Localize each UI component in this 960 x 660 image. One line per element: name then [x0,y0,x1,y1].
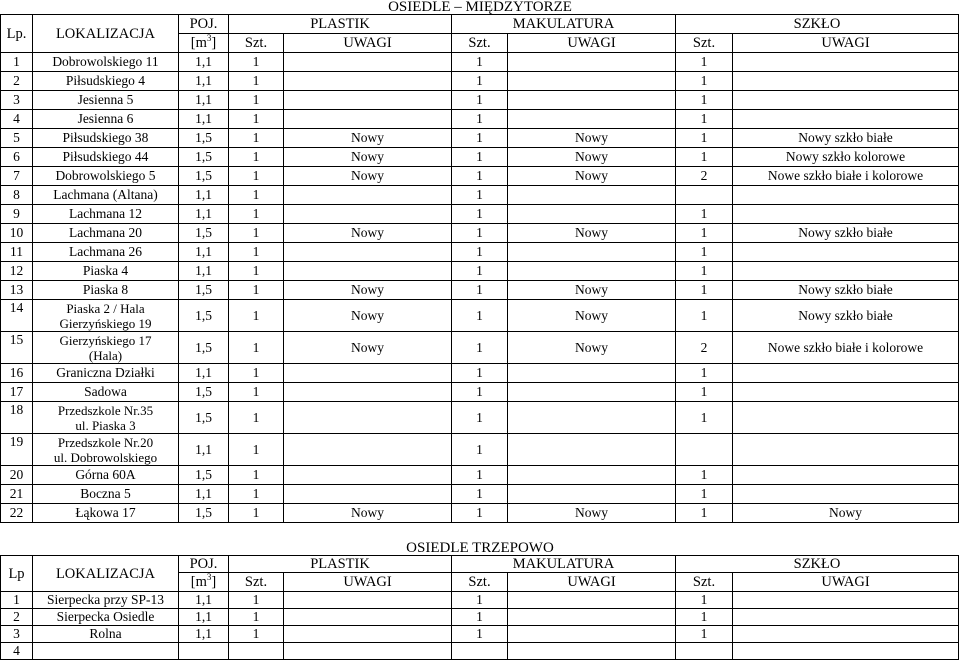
cell-poj: 1,1 [179,186,229,205]
cell-makulatura-uwagi: Nowy [508,167,676,186]
cell-poj: 1,1 [179,262,229,281]
cell-plastik-uwagi [284,262,452,281]
cell-makulatura-szt [452,643,508,660]
table-row [1,91,959,110]
cell-lp: 4 [1,643,33,660]
cell-lp: 12 [1,262,33,281]
header-lokalizacja: LOKALIZACJA [33,15,179,53]
header-plastik-uwagi: UWAGI [284,34,452,53]
cell-lp: 1 [1,53,33,72]
cell-lp: 8 [1,186,33,205]
cell-plastik-uwagi [284,402,452,434]
cell-lokalizacja [33,434,179,466]
cell-lp: 21 [1,485,33,504]
cell-szklo-uwagi: Nowy szkło białe [733,300,959,332]
cell-szklo-szt: 1 [676,148,733,167]
header2-szklo: SZKŁO [676,556,959,573]
cell-szklo-szt: 1 [676,609,733,626]
cell-lp: 11 [1,243,33,262]
cell-makulatura-uwagi [508,609,676,626]
cell-makulatura-szt: 1 [452,383,508,402]
cell-makulatura-uwagi [508,110,676,129]
cell-poj: 1,5 [179,383,229,402]
cell-plastik-uwagi: Nowy [284,148,452,167]
cell-lokalizacja: Lachmana 20 [33,224,179,243]
cell-szklo-uwagi [733,186,959,205]
table-row [1,205,959,224]
cell-plastik-uwagi [284,485,452,504]
cell-plastik-szt: 1 [229,383,284,402]
cell-szklo-szt: 1 [676,243,733,262]
cell-poj: 1,5 [179,281,229,300]
cell-szklo-uwagi: Nowe szkło białe i kolorowe [733,167,959,186]
cell-makulatura-szt: 1 [452,281,508,300]
header-makulatura-szt: Szt. [452,34,508,53]
cell-lokalizacja: Jesienna 6 [33,110,179,129]
cell-szklo-uwagi [733,643,959,660]
cell-lp: 15 [1,332,33,364]
table-row [1,224,959,243]
cell-poj: 1,5 [179,148,229,167]
cell-poj: 1,1 [179,626,229,643]
cell-szklo-szt: 1 [676,592,733,609]
cell-plastik-szt: 1 [229,224,284,243]
cell-szklo-szt: 1 [676,205,733,224]
cell-makulatura-uwagi [508,485,676,504]
cell-lokalizacja: Sadowa [33,383,179,402]
cell-szklo-szt: 1 [676,626,733,643]
cell-plastik-uwagi [284,243,452,262]
cell-lp: 14 [1,300,33,332]
table-row [1,148,959,167]
cell-makulatura-uwagi [508,643,676,660]
cell-szklo-szt [676,434,733,466]
cell-lokalizacja [33,643,179,660]
header-poj-unit: $[m^3]$ [179,34,229,53]
cell-lp: 4 [1,110,33,129]
cell-plastik-szt: 1 [229,243,284,262]
cell-makulatura-szt: 1 [452,504,508,523]
cell-lokalizacja: Piłsudskiego 44 [33,148,179,167]
cell-makulatura-uwagi [508,186,676,205]
header-szklo-szt: Szt. [676,34,733,53]
cell-szklo-szt: 1 [676,402,733,434]
cell-lokalizacja: Łąkowa 17 [33,504,179,523]
cell-makulatura-uwagi: Nowy [508,281,676,300]
cell-plastik-uwagi [284,592,452,609]
header2-lp: Lp [1,556,33,592]
cell-plastik-szt: 1 [229,402,284,434]
cell-poj: 1,1 [179,72,229,91]
cell-szklo-szt: 1 [676,281,733,300]
cell-makulatura-szt: 1 [452,626,508,643]
cell-plastik-szt: 1 [229,364,284,383]
cell-plastik-szt: 1 [229,205,284,224]
cell-poj: 1,5 [179,129,229,148]
cell-makulatura-uwagi [508,592,676,609]
cell-szklo-szt: 1 [676,300,733,332]
cell-makulatura-uwagi [508,626,676,643]
header-makulatura-uwagi: UWAGI [508,34,676,53]
cell-makulatura-szt: 1 [452,167,508,186]
cell-poj: 1,5 [179,504,229,523]
cell-makulatura-uwagi [508,205,676,224]
cell-lokalizacja: Górna 60A [33,466,179,485]
cell-szklo-szt: 1 [676,72,733,91]
cell-szklo-szt: 1 [676,383,733,402]
table-row [1,332,959,364]
table-row [1,504,959,523]
cell-szklo-szt [676,643,733,660]
cell-plastik-uwagi [284,609,452,626]
cell-lp: 20 [1,466,33,485]
table-row [1,434,959,466]
cell-makulatura-szt: 1 [452,434,508,466]
cell-plastik-uwagi: Nowy [284,167,452,186]
cell-makulatura-szt: 1 [452,485,508,504]
cell-makulatura-szt: 1 [452,129,508,148]
cell-lp: 7 [1,167,33,186]
cell-szklo-uwagi [733,53,959,72]
cell-szklo-uwagi [733,262,959,281]
cell-plastik-uwagi [284,186,452,205]
cell-poj: 1,5 [179,466,229,485]
cell-poj: 1,5 [179,167,229,186]
cell-makulatura-uwagi [508,91,676,110]
cell-plastik-szt: 1 [229,91,284,110]
cell-plastik-szt: 1 [229,110,284,129]
cell-poj: 1,1 [179,364,229,383]
cell-plastik-uwagi: Nowy [284,504,452,523]
cell-plastik-szt: 1 [229,626,284,643]
cell-poj: 1,1 [179,609,229,626]
cell-plastik-uwagi [284,53,452,72]
table-row [1,243,959,262]
cell-makulatura-szt: 1 [452,186,508,205]
table-row [1,186,959,205]
cell-lp: 19 [1,434,33,466]
cell-plastik-szt: 1 [229,167,284,186]
cell-szklo-szt: 1 [676,110,733,129]
cell-poj: 1,5 [179,224,229,243]
header-plastik: PLASTIK [229,15,452,34]
cell-plastik-uwagi [284,626,452,643]
table-row [1,466,959,485]
cell-makulatura-szt: 1 [452,72,508,91]
cell-szklo-szt: 1 [676,129,733,148]
cell-plastik-uwagi [284,110,452,129]
cell-lp: 22 [1,504,33,523]
header-poj: POJ. [179,15,229,34]
cell-plastik-uwagi [284,643,452,660]
cell-poj: 1,1 [179,205,229,224]
cell-szklo-uwagi [733,609,959,626]
table-row [1,262,959,281]
cell-makulatura-szt: 1 [452,364,508,383]
cell-makulatura-uwagi [508,402,676,434]
cell-makulatura-szt: 1 [452,609,508,626]
cell-makulatura-uwagi [508,262,676,281]
header2-lokalizacja: LOKALIZACJA [33,556,179,592]
header2-makulatura: MAKULATURA [452,556,676,573]
table-row [1,129,959,148]
table-row [1,592,959,609]
containers-table-miedzytorze [0,14,959,523]
table-row [1,609,959,626]
cell-makulatura-szt: 1 [452,402,508,434]
cell-szklo-uwagi: Nowy szkło kolorowe [733,148,959,167]
cell-lp: 17 [1,383,33,402]
cell-szklo-uwagi [733,466,959,485]
cell-makulatura-szt: 1 [452,243,508,262]
cell-makulatura-uwagi: Nowy [508,148,676,167]
cell-lp: 2 [1,609,33,626]
cell-lokalizacja: Sierpecka Osiedle [33,609,179,626]
cell-szklo-uwagi: Nowy [733,504,959,523]
cell-lp: 18 [1,402,33,434]
cell-szklo-szt: 2 [676,167,733,186]
cell-plastik-szt: 1 [229,485,284,504]
cell-makulatura-uwagi [508,53,676,72]
cell-poj: 1,1 [179,592,229,609]
cell-poj: 1,1 [179,485,229,504]
cell-poj: 1,1 [179,243,229,262]
cell-makulatura-uwagi [508,434,676,466]
header2-plastik-szt: Szt. [229,573,284,592]
cell-makulatura-uwagi [508,364,676,383]
cell-makulatura-szt: 1 [452,300,508,332]
cell-lokalizacja: Lachmana (Altana) [33,186,179,205]
header2-poj: POJ. [179,556,229,573]
header-makulatura: MAKULATURA [452,15,676,34]
cell-plastik-uwagi [284,364,452,383]
cell-makulatura-uwagi [508,243,676,262]
cell-plastik-uwagi: Nowy [284,129,452,148]
cell-plastik-szt: 1 [229,609,284,626]
header2-plastik: PLASTIK [229,556,452,573]
cell-lokalizacja: Lachmana 26 [33,243,179,262]
cell-lokalizacja-line1: Gierzyńskiego 17 [59,332,152,348]
cell-lp: 6 [1,148,33,167]
cell-makulatura-szt: 1 [452,262,508,281]
cell-szklo-uwagi [733,91,959,110]
cell-lp: 1 [1,592,33,609]
cell-szklo-uwagi [733,402,959,434]
cell-plastik-szt: 1 [229,148,284,167]
cell-szklo-uwagi [733,243,959,262]
cell-makulatura-szt: 1 [452,110,508,129]
cell-lp: 2 [1,72,33,91]
cell-plastik-szt: 1 [229,592,284,609]
cell-poj: 1,5 [179,402,229,434]
cell-makulatura-uwagi: Nowy [508,129,676,148]
cell-makulatura-uwagi: Nowy [508,332,676,364]
cell-lokalizacja [33,402,179,434]
cell-plastik-uwagi: Nowy [284,332,452,364]
cell-lokalizacja-line2: ul. Dobrowolskiego [53,449,158,465]
cell-plastik-szt: 1 [229,53,284,72]
cell-lokalizacja: Jesienna 5 [33,91,179,110]
header2-plastik-uwagi: UWAGI [284,573,452,592]
cell-plastik-szt: 1 [229,186,284,205]
cell-szklo-uwagi: Nowy szkło białe [733,281,959,300]
header-plastik-szt: Szt. [229,34,284,53]
cell-poj: 1,1 [179,91,229,110]
cell-lokalizacja: Graniczna Działki [33,364,179,383]
cell-szklo-uwagi: Nowe szkło białe i kolorowe [733,332,959,364]
cell-makulatura-szt: 1 [452,53,508,72]
cell-szklo-szt: 1 [676,485,733,504]
cell-lokalizacja: Dobrowolskiego 11 [33,53,179,72]
cell-szklo-szt: 2 [676,332,733,364]
cell-poj [179,643,229,660]
cell-szklo-uwagi [733,592,959,609]
cell-lp: 3 [1,91,33,110]
cell-makulatura-szt: 1 [452,91,508,110]
table-row [1,167,959,186]
cell-lokalizacja: Dobrowolskiego 5 [33,167,179,186]
section-title-trzepowo: OSIEDLE TRZEPOWO [406,540,554,556]
cell-plastik-uwagi: Nowy [284,300,452,332]
cell-lokalizacja: Piłsudskiego 38 [33,129,179,148]
header2-makulatura-uwagi: UWAGI [508,573,676,592]
cell-poj: 1,5 [179,300,229,332]
cell-szklo-szt: 1 [676,364,733,383]
cell-lp: 16 [1,364,33,383]
cell-lokalizacja-line1: Przedszkole Nr.35 [57,402,154,418]
cell-plastik-uwagi [284,434,452,466]
cell-makulatura-szt: 1 [452,205,508,224]
cell-makulatura-szt: 1 [452,148,508,167]
cell-lp: 3 [1,626,33,643]
cell-lokalizacja [33,332,179,364]
cell-plastik-szt: 1 [229,504,284,523]
cell-poj: 1,5 [179,332,229,364]
cell-lokalizacja: Piłsudskiego 4 [33,72,179,91]
cell-plastik-uwagi [284,91,452,110]
cell-plastik-szt [229,643,284,660]
cell-lokalizacja: Lachmana 12 [33,205,179,224]
cell-makulatura-uwagi: Nowy [508,300,676,332]
cell-szklo-uwagi [733,72,959,91]
cell-plastik-szt: 1 [229,466,284,485]
cell-lokalizacja [33,300,179,332]
cell-szklo-uwagi: Nowy szkło białe [733,224,959,243]
cell-plastik-szt: 1 [229,434,284,466]
cell-makulatura-szt: 1 [452,224,508,243]
cell-szklo-uwagi [733,626,959,643]
cell-szklo-szt: 1 [676,91,733,110]
cell-szklo-uwagi: Nowy szkło białe [733,129,959,148]
cell-plastik-uwagi [284,383,452,402]
cell-szklo-uwagi [733,205,959,224]
cell-plastik-uwagi [284,205,452,224]
cell-lokalizacja: Rolna [33,626,179,643]
cell-szklo-szt: 1 [676,53,733,72]
cell-plastik-szt: 1 [229,129,284,148]
cell-makulatura-uwagi [508,72,676,91]
cell-lp: 5 [1,129,33,148]
table-row [1,364,959,383]
cell-szklo-uwagi [733,364,959,383]
header-szklo-uwagi: UWAGI [733,34,959,53]
cell-szklo-szt: 1 [676,504,733,523]
cell-makulatura-uwagi: Nowy [508,224,676,243]
cell-makulatura-uwagi [508,466,676,485]
header2-szklo-uwagi: UWAGI [733,573,959,592]
cell-szklo-szt: 1 [676,262,733,281]
cell-lokalizacja-line2: ul. Piaska 3 [75,417,136,433]
cell-lokalizacja: Boczna 5 [33,485,179,504]
table-row [1,485,959,504]
cell-szklo-uwagi [733,110,959,129]
cell-lp: 13 [1,281,33,300]
cell-lokalizacja-line2: Gierzyńskiego 19 [59,315,152,331]
cell-szklo-uwagi [733,383,959,402]
cell-makulatura-uwagi: Nowy [508,504,676,523]
cell-lokalizacja-line1: Piaska 2 / Hala [66,300,145,316]
cell-poj: 1,1 [179,53,229,72]
cell-makulatura-szt: 1 [452,332,508,364]
header2-szklo-szt: Szt. [676,573,733,592]
cell-lp: 10 [1,224,33,243]
cell-lokalizacja-line1: Przedszkole Nr.20 [57,434,154,450]
table-row [1,72,959,91]
cell-szklo-szt [676,186,733,205]
cell-plastik-szt: 1 [229,262,284,281]
cell-szklo-szt: 1 [676,224,733,243]
header-szklo: SZKŁO [676,15,959,34]
section-title-miedzytorze: OSIEDLE – MIĘDZYTORZE [388,0,572,15]
cell-plastik-uwagi: Nowy [284,281,452,300]
cell-lokalizacja-line2: (Hala) [88,347,123,363]
cell-makulatura-szt: 1 [452,592,508,609]
cell-plastik-uwagi: Nowy [284,224,452,243]
containers-table-trzepowo [0,555,959,660]
cell-poj: 1,1 [179,110,229,129]
header2-makulatura-szt: Szt. [452,573,508,592]
cell-makulatura-uwagi [508,383,676,402]
header2-poj-unit: $[m^3]$ [179,573,229,592]
cell-lokalizacja: Piaska 4 [33,262,179,281]
table-row [1,53,959,72]
cell-szklo-uwagi [733,434,959,466]
cell-szklo-szt: 1 [676,466,733,485]
table-row [1,383,959,402]
cell-poj: 1,1 [179,434,229,466]
table-row [1,281,959,300]
cell-makulatura-szt: 1 [452,466,508,485]
table-row [1,643,959,660]
table-row [1,300,959,332]
cell-plastik-uwagi [284,72,452,91]
cell-lp: 9 [1,205,33,224]
cell-plastik-szt: 1 [229,300,284,332]
cell-plastik-szt: 1 [229,332,284,364]
table-row [1,626,959,643]
cell-szklo-uwagi [733,485,959,504]
header-lp: Lp. [1,15,33,53]
cell-plastik-szt: 1 [229,281,284,300]
table-row [1,110,959,129]
cell-plastik-uwagi [284,466,452,485]
cell-lokalizacja: Sierpecka przy SP-13 [33,592,179,609]
table-row [1,402,959,434]
cell-lokalizacja: Piaska 8 [33,281,179,300]
cell-plastik-szt: 1 [229,72,284,91]
